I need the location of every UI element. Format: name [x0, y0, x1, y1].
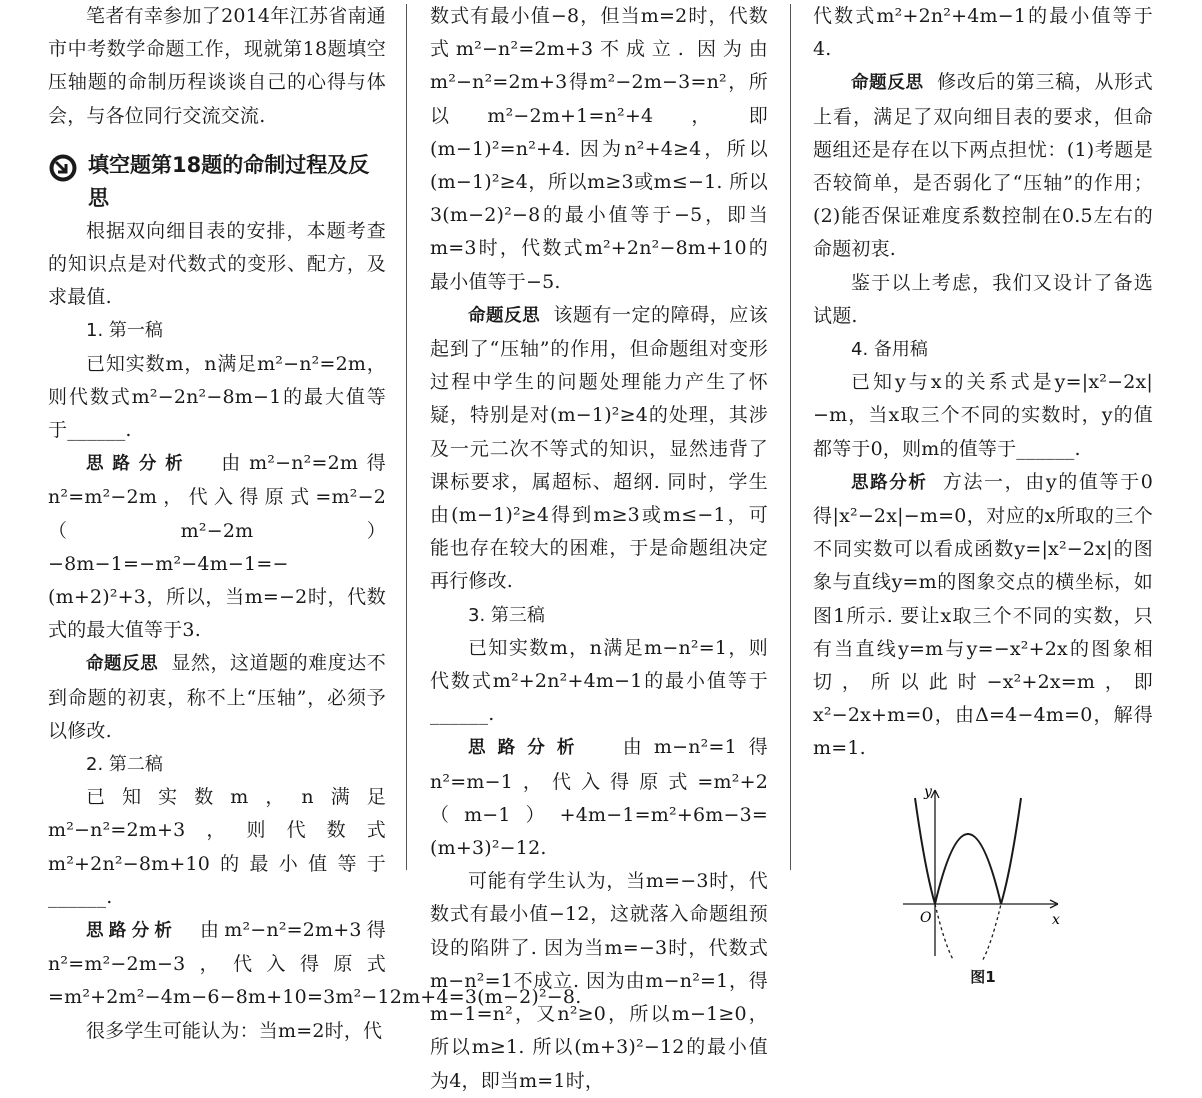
column-divider-left — [406, 4, 407, 870]
analysis-label: 思路分析 — [86, 454, 192, 475]
section-title: 填空题第18题的命制过程及反思 — [88, 152, 370, 210]
arrow-badge-icon — [48, 153, 78, 183]
curve-dashed-part — [935, 904, 1001, 960]
draft4-analysis-text: 方法一，由y的值等于0得|x²−2x|−m=0，对应的x所取的三个不同实数可以看成函数y=|x²−2x|的图象与直线y=m的图象交点的横坐标，如图1所示. 要让x取三个不同的实数，只有当直线y=m与y=−x²+2x的图象相切，所以此时−x²+2x=m，即x²−2x+m=0，由Δ=4−4m=0，解得m=1. — [813, 470, 1153, 760]
axis-label-x: x — [1052, 911, 1060, 928]
figure-caption: 图1 — [970, 967, 996, 986]
curve-left-branch — [915, 798, 935, 904]
origin-label: O — [920, 909, 932, 926]
draft3-trap: 可能有学生认为，当m=−3时，代数式有最小值−12，这就落入命题组预设的陷阱了. 因为当m=−3时，代数式m−n²=1不成立. 因为由m−n²=1，得m−1=n²，又n²≥0，所以m−1≥0，所以m≥1. 所以(m+3)²−12的最小值为4，即当m=1时， — [430, 870, 768, 1092]
draft2-trap-continued: 数式有最小值−8，但当m=2时，代数式m²−n²=2m+3不成立. 因为由m²−n²=2m+3得m²−2m−3=n²，所以m²−2m+1=n²+4，即(m−1)²=n²+4. 因为n²+4≥4，所以(m−1)²≥4，所以m≥3或m≤−1. 所以3(m−2)²−8的最小值等于−5，即当m=3时，代数式m²+2n²−8m+10的最小值等于−5. — [430, 5, 768, 293]
function-graph — [898, 780, 1073, 960]
draft3-trap-end: 代数式m²+2n²+4m−1的最小值等于4. — [813, 5, 1153, 61]
curve-right-branch — [1001, 798, 1021, 904]
draft3-problem: 已知实数m，n满足m−n²=1，则代数式m²+2n²+4m−1的最小值等于______. — [430, 636, 768, 726]
draft2-analysis — [48, 914, 582, 1015]
draft2-reflection — [430, 299, 768, 599]
draft4-heading: 4. 备用稿 — [851, 339, 928, 361]
axis-label-y: y — [924, 783, 932, 800]
draft3-analysis-text: 由m−n²=1得n²=m−1，代入得原式=m²+2（m−1）+4m−1=m²+6m−3=(m+3)²−12. — [430, 736, 768, 860]
draft1-analysis — [48, 447, 386, 647]
column-2 — [430, 0, 768, 1098]
reflection-label: 命题反思 — [468, 305, 541, 326]
draft1-heading: 1. 第一稿 — [86, 320, 163, 342]
reflection-label: 命题反思 — [851, 73, 924, 94]
reflection-label: 命题反思 — [86, 654, 159, 675]
backup-intro: 鉴于以上考虑，我们又设计了备选试题. — [813, 271, 1153, 327]
section-heading — [48, 149, 386, 215]
analysis-label: 思路分析 — [468, 738, 587, 759]
analysis-label: 思路分析 — [86, 921, 178, 942]
draft3-reflection — [813, 66, 1153, 266]
draft4-problem: 已知y与x的关系式是y=|x²−2x|−m，当x取三个不同的实数时，y的值都等于0，则m的值等于______. — [813, 371, 1153, 460]
intro-paragraph: 笔者有幸参加了2014年江苏省南通市中考数学命题工作，现就第18题填空压轴题的命制历程谈谈自己的心得与体会，与各位同行交流交流. — [48, 5, 386, 127]
draft2-reflection-text: 该题有一定的障碍，应该起到了“压轴”的作用，但命题组对变形过程中学生的问题处理能力产生了怀疑，特别是对(m−1)²≥4的处理，其涉及一元二次不等式的知识，显然违背了课标要求，属超标、超纲. 同时，学生由(m−1)²≥4得到m≥3或m≤−1，可能也存在较大的困难，于是命题组决定再行修改. — [430, 303, 768, 593]
draft3-heading: 3. 第三稿 — [468, 604, 545, 626]
draft1-analysis-text: 由m²−n²=2m得n²=m²−2m，代入得原式=m²−2（m²−2m）−8m−1=−m²−4m−1=−(m+2)²+3，所以，当m=−2时，代数式的最大值等于3. — [48, 452, 386, 642]
draft2-trap-start: 很多学生可能认为：当m=2时，代 — [86, 1019, 383, 1042]
draft2-heading: 2. 第二稿 — [86, 754, 163, 776]
draft3-reflection-text: 修改后的第三稿，从形式上看，满足了双向细目表的要求，但命题组还是存在以下两点担忧：(1)考题是否较简单，是否弱化了“压轴”的作用；(2)能否保证难度系数控制在0.5左右的命题初衷. — [813, 71, 1153, 261]
draft1-reflection-text: 显然，这道题的难度达不到命题的初衷，称不上“压轴”，必须予以修改. — [48, 652, 386, 742]
column-divider-right — [790, 4, 791, 870]
analysis-label: 思路分析 — [851, 472, 928, 493]
draft4-analysis — [813, 466, 1153, 766]
draft2-analysis-text: 由m²−n²=2m+3得n²=m²−2m−3，代入得原式=m²+2m²−4m−6−8m+10=3m²−12m+4=3(m−2)²−8. — [48, 919, 582, 1009]
column-3 — [813, 0, 1153, 990]
draft1-problem: 已知实数m，n满足m²−n²=2m，则代数式m²−2n²−8m−1的最大值等于______. — [48, 352, 386, 442]
curve-hump — [935, 834, 1001, 904]
draft3-analysis — [430, 731, 768, 865]
draft1-reflection — [48, 647, 386, 748]
draft2-problem: 已知实数m，n满足m²−n²=2m+3，则代数式m²+2n²−8m+10的最小值等于______. — [48, 786, 386, 908]
section-intro: 根据双向细目表的安排，本题考查的知识点是对代数式的变形、配方，及求最值. — [48, 219, 386, 309]
